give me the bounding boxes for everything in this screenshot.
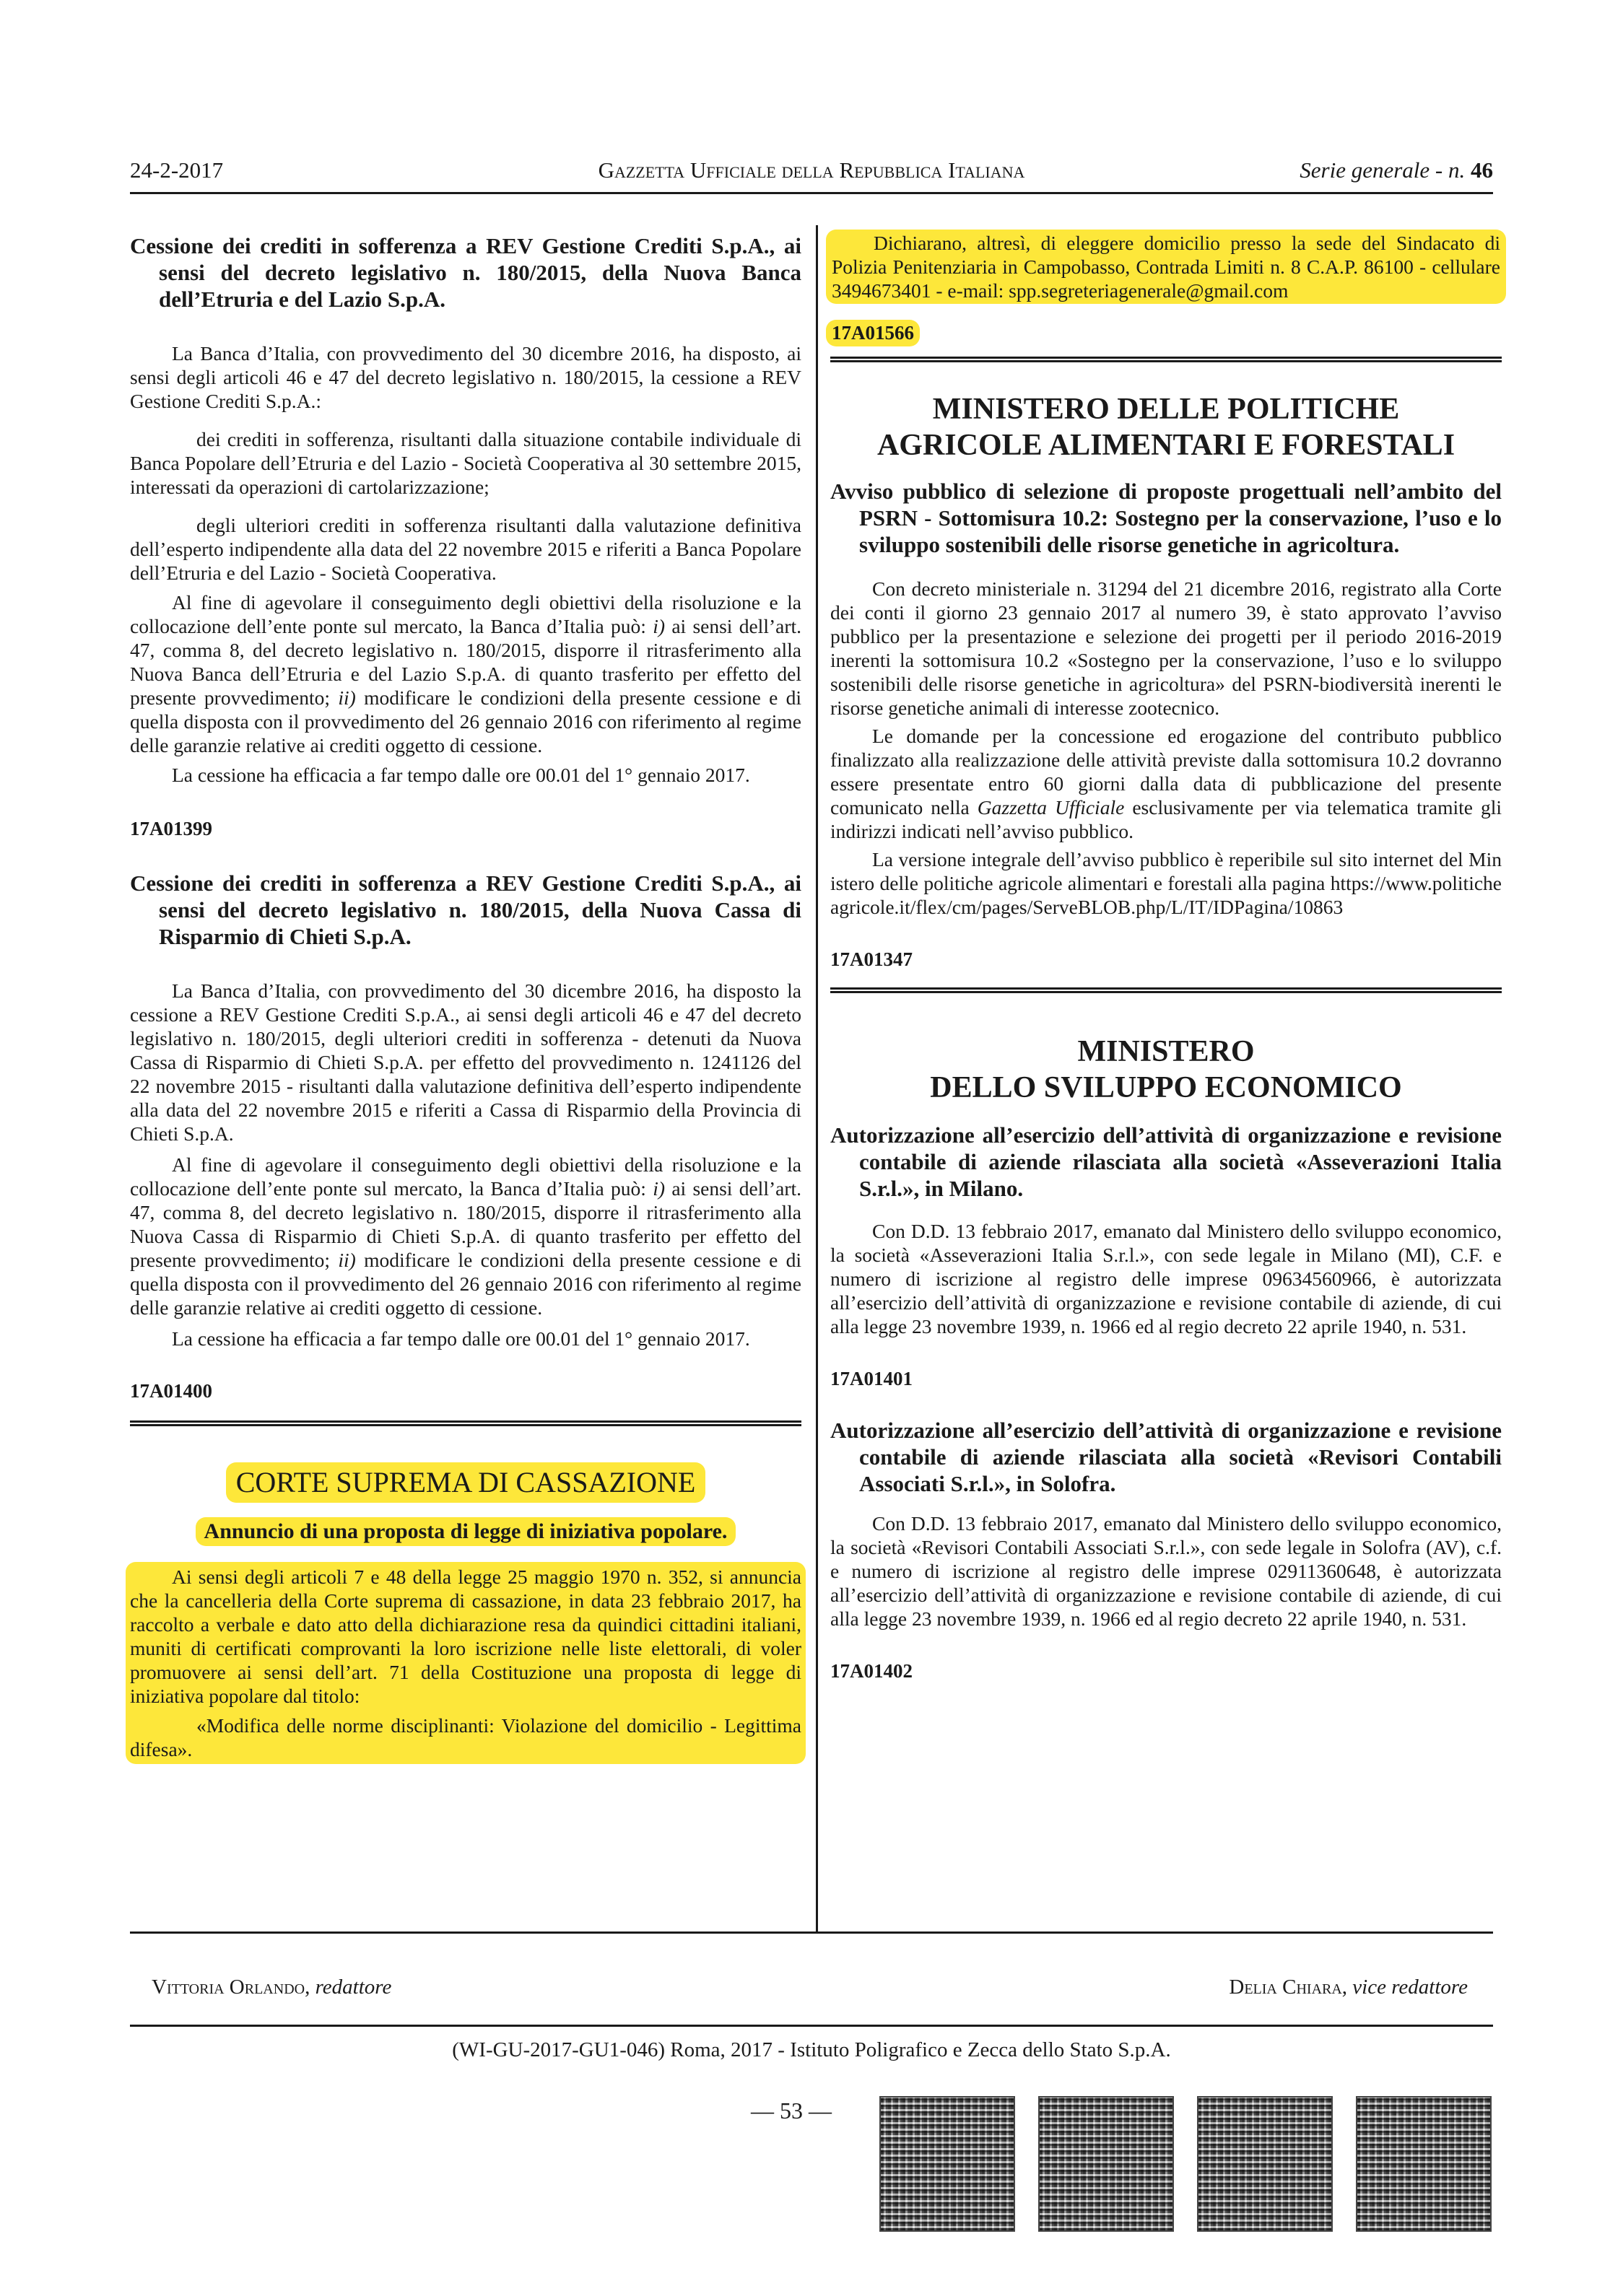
paragraph: Dichiarano, altresì, di eleggere domicilio presso la sede del Sindacato di Polizia Penitenziaria in Campobasso, Contrada Limiti n. 8 C.A.P. 86100 - cellulare 3494673401 - e-mail: spp.segreteriagenerale@gmail.com (832, 232, 1500, 302)
paragraph: dei crediti in sofferenza, risultanti dalla situazione contabile individuale di Banca Popolare dell’Etruria e del Lazio - Società Cooperativa al 30 settembre 2015, interessati da operazioni di cartolarizzazione; (130, 428, 801, 498)
paragraph: Al fine di agevolare il conseguimento degli obiettivi della risoluzione e la collocazione dell’ente ponte sul mercato, la Banca d’Italia può: i) ai sensi dell’art. 47, comma 8, del decreto legislativo n. 180/2015, disporre il ritrasferimento alla Nuova Cassa di Risparmio di Chieti S.p.A. di quanto trasferito per effetto del presente provvedimento; ii) modificare le condizioni della presente cessione e di quella disposta con il provvedimento del 26 gennaio 2016 con riferimento al regime delle garanzie relative ai crediti oggetto di cessione. (130, 1153, 802, 1319)
notice-title: Annuncio di una proposta di legge di iniziativa popolare. (196, 1517, 736, 1546)
datamatrix-code (879, 2096, 1015, 2232)
ministry-heading: CORTE SUPREMA DI CASSAZIONE (226, 1462, 706, 1503)
paragraph: Le domande per la concessione ed erogazione del contributo pubblico finalizzato alla realizzazione delle attività previste dalla sottomisura 10.2 dovranno essere presentate entro 60 giorni dalla data di pubblicazione del presente comunicato nella Gazzetta Ufficiale esclusivamente per via telematica tramite gli indirizzi indicati nell’avviso pubblico. (830, 725, 1502, 842)
section-rule (830, 987, 1502, 993)
notice-title: Avviso pubblico di selezione di proposte progettuali nell’ambito del PSRN - Sottomisura 10.2: Sostegno per la conservazione, l’uso e lo sviluppo sostenibili delle risorse genetiche in agricoltura. (830, 479, 1502, 557)
column-divider (816, 225, 818, 1932)
highlighted-block (126, 1562, 806, 1764)
paragraph: Al fine di agevolare il conseguimento degli obiettivi della risoluzione e la collocazione dell’ente ponte sul mercato, la Banca d’Italia può: i) ai sensi dell’art. 47, comma 8, del decreto legislativo n. 180/2015, disporre il ritrasferimento alla Nuova Banca dell’Etruria e del Lazio S.p.A. di quanto trasferito per effetto del presente provvedimento; ii) modificare le condizioni della presente cessione e di quella disposta con il provvedimento del 26 gennaio 2016 con riferimento al regime delle garanzie relative ai crediti oggetto di cessione. (130, 591, 802, 756)
highlighted-block (826, 230, 1506, 304)
imprint: (WI-GU-2017-GU1-046) Roma, 2017 - Istituto Poligrafico e Zecca dello Stato S.p.A. (452, 2038, 1171, 2061)
paragraph: Con D.D. 13 febbraio 2017, emanato dal Ministero dello sviluppo economico, la società «Revisori Contabili Associati S.r.l.», con sede legale in Solofra (AV), c.f. e numero di iscrizione al registro delle imprese 02911360648, è autorizzata all’esercizio dell’attività di organizzazione e revisione contabile di aziende, di cui alla legge 23 novembre 1939, n. 1966 ed al regio decreto 22 aprile 1940, n. 531. (830, 1512, 1502, 1630)
notice-title: Cessione dei crediti in sofferenza a REV Gestione Crediti S.p.A., ai sensi del decreto legislativo n. 180/2015, della Nuova Banca dell’Etruria e del Lazio S.p.A. (130, 233, 801, 312)
paragraph: La Banca d’Italia, con provvedimento del 30 dicembre 2016, ha disposto, ai sensi degli articoli 46 e 47 del decreto legislativo n. 180/2015, la cessione a REV Gestione Crediti S.p.A.: (130, 342, 801, 412)
paragraph: La cessione ha efficacia a far tempo dalle ore 00.01 del 1° gennaio 2017. (172, 1327, 750, 1350)
paragraph: La versione integrale dell’avviso pubblico è reperibile sul sito internet del Ministero delle politiche agricole alimentari e forestali alla pagina https://www.politicheagricole.it/flex/cm/pages/ServeBLOB.php/L/IT/IDPagina/10863 (830, 848, 1502, 918)
notice-code: 17A01401 (830, 1368, 913, 1389)
right-column (830, 230, 1502, 1683)
notice-title: Autorizzazione all’esercizio dell’attività di organizzazione e revisione contabile di aziende rilasciata alla società «Revisori Contabili Associati S.r.l.», in Solofra. (830, 1418, 1502, 1496)
issue-number: 46 (1471, 157, 1493, 183)
footer-rule (130, 2025, 1493, 2027)
header-publication: Gazzetta Ufficiale della Repubblica Italiana (598, 157, 1025, 183)
vice-editor-credit: Delia Chiara, vice redattore (1229, 1976, 1468, 1999)
paragraph: La Banca d’Italia, con provvedimento del 30 dicembre 2016, ha disposto la cessione a REV Gestione Crediti S.p.A., ai sensi degli articoli 46 e 47 del decreto legislativo n. 180/2015, degli ulteriori crediti in sofferenza - detenuti da Nuova Cassa di Risparmio di Chieti S.p.A. per effetto del provvedimento n. 1241126 del 22 novembre 2015 - risultanti dalla valutazione definitiva dell’esperto indipendente alla data del 22 novembre 2015 e riferiti a Cassa di Risparmio della Provincia di Chieti S.p.A. (130, 979, 801, 1145)
notice-title: Autorizzazione all’esercizio dell’attività di organizzazione e revisione contabile di aziende rilasciata alla società «Asseverazioni Italia S.r.l.», in Milano. (830, 1122, 1502, 1201)
left-column (130, 230, 801, 1764)
footer-rule (130, 1931, 1493, 1934)
section-rule (130, 1420, 801, 1426)
paragraph: La cessione ha efficacia a far tempo dalle ore 00.01 del 1° gennaio 2017. (172, 764, 750, 786)
header-date: 24-2-2017 (130, 157, 224, 183)
datamatrix-code (1197, 2096, 1333, 2232)
paragraph: «Modifica delle norme disciplinanti: Violazione del domicilio - Legittima difesa». (130, 1714, 801, 1760)
paragraph: Con D.D. 13 febbraio 2017, emanato dal Ministero dello sviluppo economico, la società «Asseverazioni Italia S.r.l.», con sede legale in Milano (MI), C.F. e numero di iscrizione al registro delle imprese 09634560966, è autorizzata all’esercizio dell’attività di organizzazione e revisione contabile di aziende, di cui alla legge 23 novembre 1939, n. 1966 ed al regio decreto 22 aprile 1940, n. 531. (830, 1220, 1502, 1337)
ministry-heading: MINISTERO (1077, 1035, 1255, 1068)
notice-title: Cessione dei crediti in sofferenza a REV Gestione Crediti S.p.A., ai sensi del decreto legislativo n. 180/2015, della Nuova Cassa di Risparmio di Chieti S.p.A. (130, 870, 801, 949)
header-rule (130, 192, 1493, 194)
page-number: — 53 — (751, 2098, 832, 2123)
section-rule (830, 357, 1502, 362)
ministry-heading: DELLO SVILUPPO ECONOMICO (930, 1071, 1402, 1104)
ministry-heading: MINISTERO DELLE POLITICHE AGRICOLE ALIMENTARI E FORESTALI (876, 393, 1456, 462)
notice-code: 17A01400 (130, 1380, 212, 1402)
paragraph: Ai sensi degli articoli 7 e 48 della legge 25 maggio 1970 n. 352, si annuncia che la cancelleria della Corte suprema di cassazione, in data 23 febbraio 2017, ha raccolto a verbale e dato atto della dichiarazione resa da quindici cittadini italiani, muniti di certificati comprovanti la loro iscrizione nelle liste elettorali, di voler promuovere ai sensi dell’art. 71 della Costituzione una proposta di legge di iniziativa popolare dal titolo: (130, 1566, 801, 1707)
paragraph: Con decreto ministeriale n. 31294 del 21 dicembre 2016, registrato alla Corte dei conti il giorno 23 gennaio 2017 al numero 39, è stato approvato l’avviso pubblico per la presentazione e selezione dei progetti per il periodo 2016-2019 inerenti la sottomisura 10.2 «Sostegno per la conservazione, l’uso e lo sviluppo sostenibili delle risorse genetiche in agricoltura» del PSRN-biodiversità inerenti le risorse genetiche animali di interesse zootecnico. (830, 577, 1502, 719)
notice-code: 17A01402 (830, 1660, 913, 1682)
notice-code: 17A01347 (830, 948, 913, 970)
paragraph: degli ulteriori crediti in sofferenza risultanti dalla valutazione definitiva dell’esperto indipendente alla data del 22 novembre 2015 e riferiti a Banca Popolare dell’Etruria e del Lazio - Società Cooperativa. (130, 514, 801, 584)
datamatrix-code (1356, 2096, 1492, 2232)
datamatrix-code (1038, 2096, 1174, 2232)
header-series: Serie generale - n. 46 (1300, 157, 1493, 183)
notice-code: 17A01566 (826, 320, 920, 346)
editor-credit: Vittoria Orlando, redattore (152, 1976, 392, 1999)
notice-code: 17A01399 (130, 818, 212, 839)
